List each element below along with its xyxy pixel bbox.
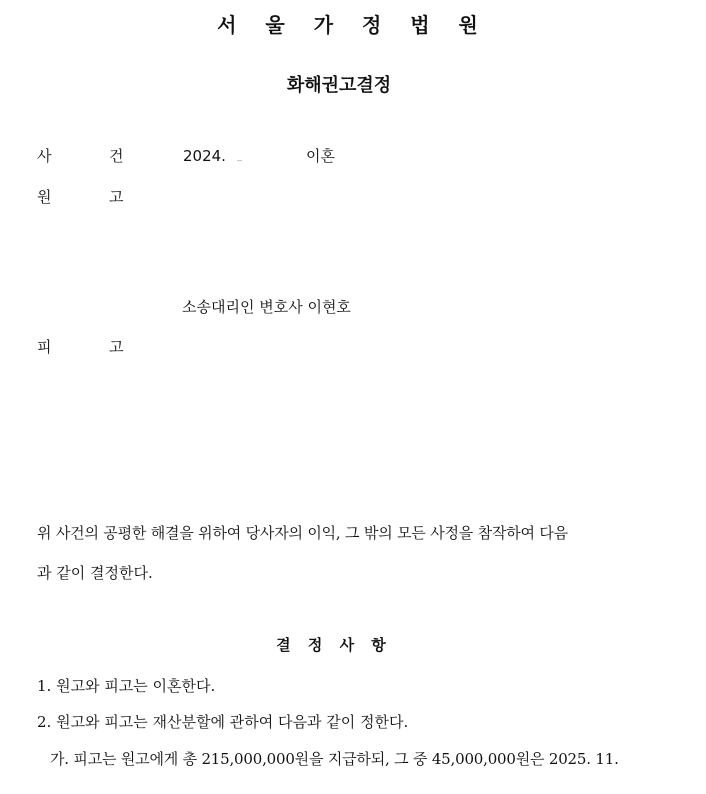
plaintiff-label-char-1: 원 [37, 188, 52, 206]
case-type: 이혼 [306, 147, 335, 165]
document-title: 화해권고결정 [286, 75, 392, 96]
decision-heading: 결 정 사 항 [276, 636, 392, 654]
decision-item-2: 2. 원고와 피고는 재산분할에 관하여 다음과 같이 정한다. [37, 713, 409, 731]
redaction-mark [237, 160, 242, 161]
plaintiff-counsel: 소송대리인 변호사 이현호 [182, 298, 351, 316]
case-number: 2024. [183, 147, 226, 165]
defendant-label-char-1: 피 [37, 338, 52, 356]
intro-line-1: 위 사건의 공평한 해결을 위하여 당사자의 이익, 그 밖의 모든 사정을 참작하여 다음 [37, 524, 568, 542]
court-name: 서 울 가 정 법 원 [217, 13, 489, 37]
defendant-label-char-2: 고 [109, 338, 124, 356]
case-label-char-2: 건 [109, 147, 124, 165]
decision-item-1: 1. 원고와 피고는 이혼한다. [37, 677, 216, 695]
plaintiff-label-char-2: 고 [109, 188, 124, 206]
case-label-char-1: 사 [37, 147, 52, 165]
intro-line-2: 과 같이 결정한다. [37, 564, 153, 582]
decision-subitem-ga: 가. 피고는 원고에게 총 215,000,000원을 지급하되, 그 중 45,000,000원은 2025. 11. [50, 750, 619, 768]
